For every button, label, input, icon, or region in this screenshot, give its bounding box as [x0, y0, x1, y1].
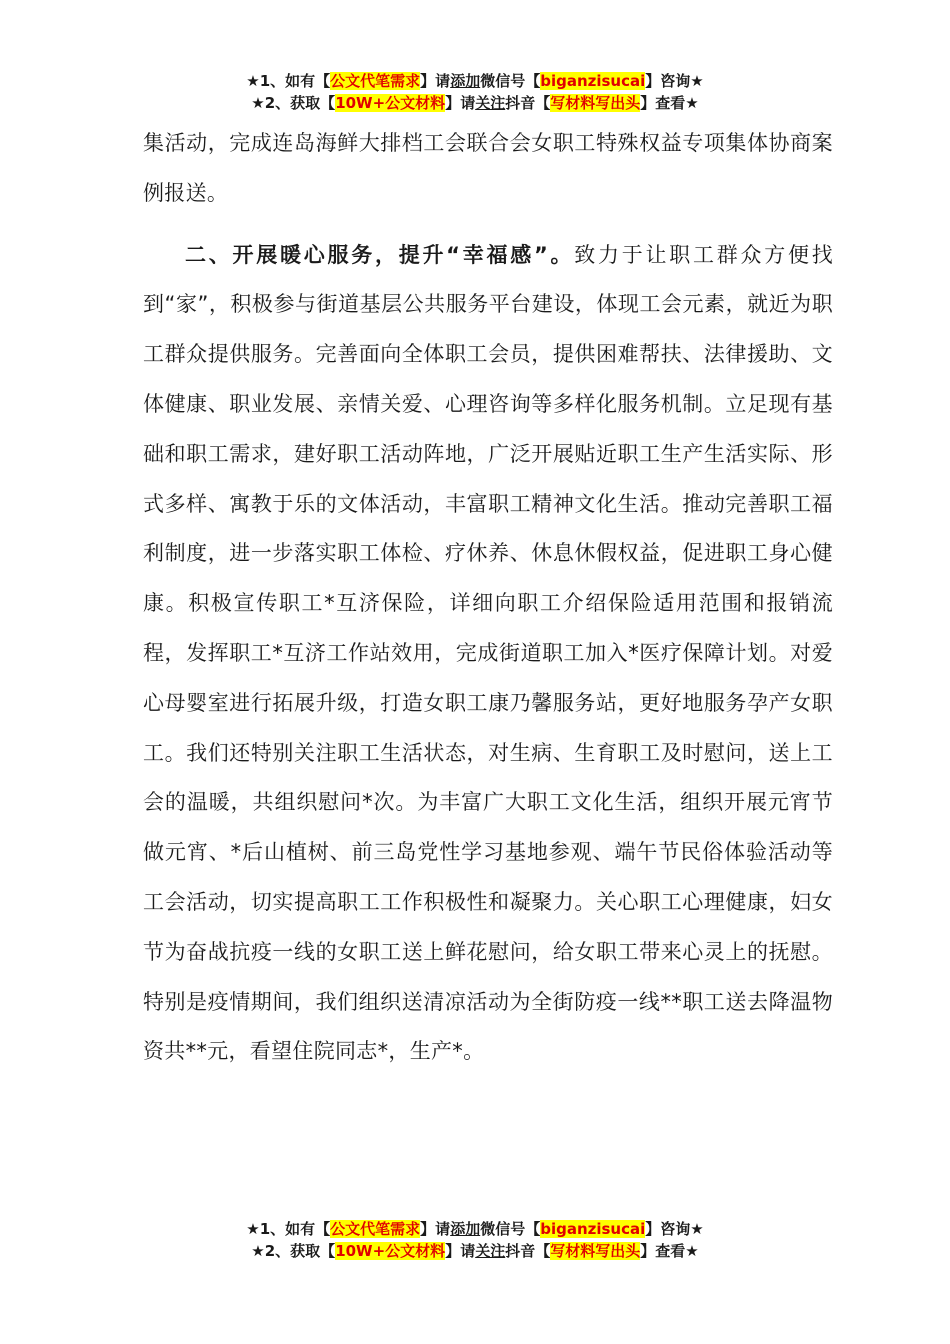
promo-emphasis: 关注	[475, 1242, 506, 1260]
promo-emphasis: 添加	[450, 1220, 481, 1238]
promo-highlight-materials: 10W+公文材料	[335, 1242, 446, 1260]
promo-text: 】请	[420, 72, 451, 90]
promo-text: 抖音【	[505, 94, 551, 112]
continuation-paragraph: 集活动，完成连岛海鲜大排档工会联合会女职工特殊权益专项集体协商案例报送。	[143, 131, 833, 205]
promo-text: 】咨询★	[645, 72, 704, 90]
promo-emphasis: 关注	[475, 94, 506, 112]
promo-text: 】咨询★	[645, 1220, 704, 1238]
promo-text: 】查看★	[640, 94, 699, 112]
promo-highlight-wechat-id: biganzisucai	[540, 72, 646, 90]
promo-text: 微信号【	[480, 72, 541, 90]
promo-text: ★1、如有【	[246, 72, 331, 90]
promo-line-1	[0, 70, 950, 92]
promo-text: ★1、如有【	[246, 1220, 331, 1238]
promo-text: 】请	[420, 1220, 451, 1238]
promo-highlight-douyin: 写材料写出头	[550, 1242, 641, 1260]
promo-line-2	[0, 1240, 950, 1262]
promo-text: 】查看★	[640, 1242, 699, 1260]
document-body	[143, 119, 833, 1077]
promo-banner-top	[0, 70, 950, 114]
section-2-paragraph	[143, 231, 833, 1078]
promo-banner-bottom	[0, 1218, 950, 1262]
promo-line-2	[0, 92, 950, 114]
promo-text: 】请	[445, 94, 476, 112]
section-2-heading: 二、开展暖心服务，提升“幸福感”。	[185, 242, 575, 267]
promo-text: 】请	[445, 1242, 476, 1260]
promo-highlight-wechat-id: biganzisucai	[540, 1220, 646, 1238]
promo-text: ★2、获取【	[251, 1242, 336, 1260]
promo-highlight-service: 公文代笔需求	[330, 72, 421, 90]
promo-highlight-materials: 10W+公文材料	[335, 94, 446, 112]
section-2-text: 致力于让职工群众方便找到“家”，积极参与街道基层公共服务平台建设，体现工会元素，就近为职工群众提供服务。完善面向全体职工会员，提供困难帮扶、法律援助、文体健康、职业发展、亲情关爱、心理咨询等多样化服务机制。立足现有基础和职工需求，建好职工活动阵地，广泛开展贴近职工生产生活实际、形式多样、寓教于乐的文体活动，丰富职工精神文化生活。推动完善职工福利制度，进一步落实职工体检、疗休养、休息休假权益，促进职工身心健康。积极宣传职工*互济保险，详细向职工介绍保险适用范围和报销流程，发挥职工*互济工作站效用，完成街道职工加入*医疗保障计划。对爱心母婴室进行拓展升级，打造女职工康乃馨服务站，更好地服务孕产女职工。我们还特别关注职工生活状态，对生病、生育职工及时慰问，送上工会的温暖，共组织慰问*次。为丰富广大职工文化生活，组织开展元宵节做元宵、*后山植树、前三岛党性学习基地参观、端午节民俗体验活动等工会活动，切实提高职工工作积极性和凝聚力。关心职工心理健康，妇女节为奋战抗疫一线的女职工送上鲜花慰问，给女职工带来心灵上的抚慰。特别是疫情期间，我们组织送清凉活动为全街防疫一线**职工送去降温物资共**元，看望住院同志*，生产*。	[143, 242, 833, 1064]
promo-line-1	[0, 1218, 950, 1240]
promo-text: 抖音【	[505, 1242, 551, 1260]
promo-highlight-douyin: 写材料写出头	[550, 94, 641, 112]
promo-emphasis: 添加	[450, 72, 481, 90]
promo-text: ★2、获取【	[251, 94, 336, 112]
promo-highlight-service: 公文代笔需求	[330, 1220, 421, 1238]
promo-text: 微信号【	[480, 1220, 541, 1238]
